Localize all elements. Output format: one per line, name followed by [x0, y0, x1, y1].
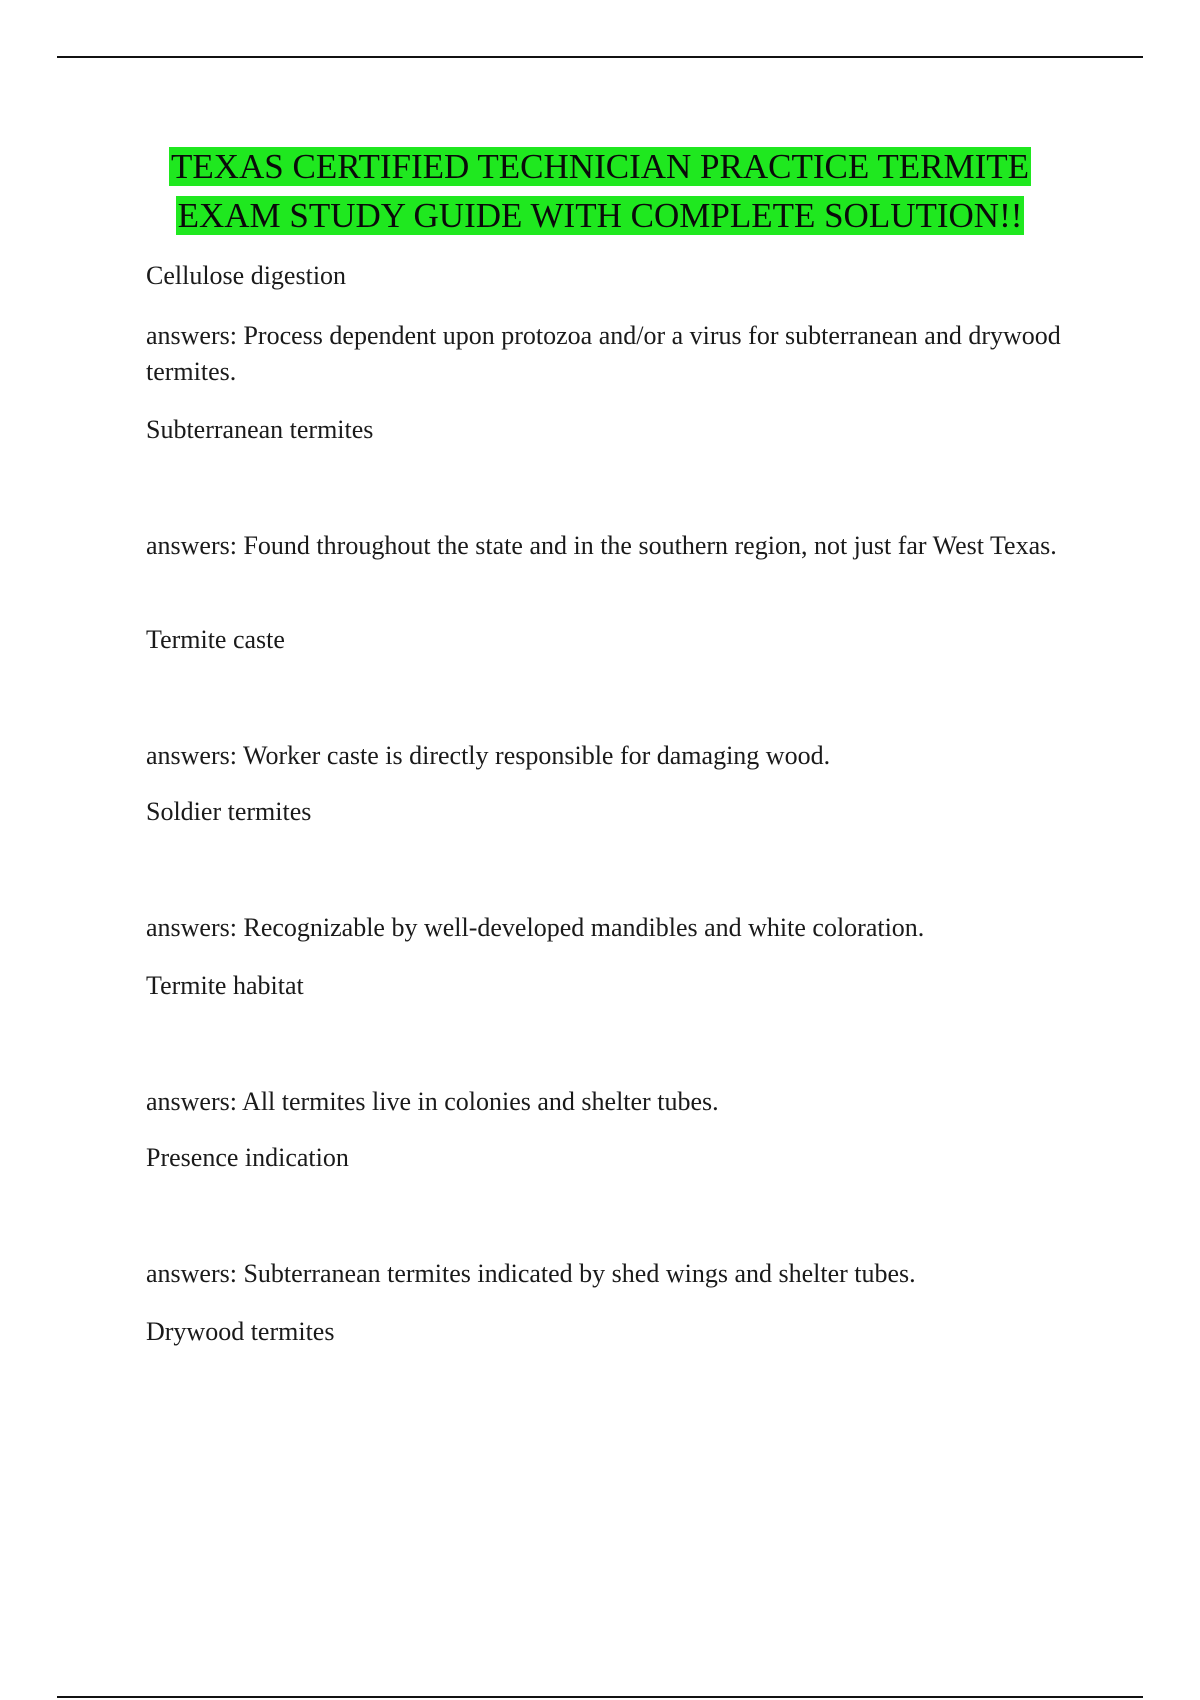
title-line-2: EXAM STUDY GUIDE WITH COMPLETE SOLUTION!!	[177, 196, 1023, 235]
term-soldier-termites: Soldier termites	[146, 797, 312, 826]
term-termite-habitat: Termite habitat	[146, 971, 304, 1000]
answer-cellulose-digestion: answers: Process dependent upon protozoa and/or a virus for subterranean and drywood termites.	[146, 321, 1061, 386]
top-rule	[57, 56, 1143, 58]
answer-soldier-termites: answers: Recognizable by well-developed mandibles and white coloration.	[146, 913, 925, 942]
answer-termite-habitat: answers: All termites live in colonies and shelter tubes.	[146, 1087, 719, 1116]
term-termite-caste: Termite caste	[146, 625, 285, 654]
answer-termite-caste: answers: Worker caste is directly responsible for damaging wood.	[146, 741, 831, 770]
bottom-rule	[57, 1696, 1143, 1698]
term-cellulose-digestion: Cellulose digestion	[146, 261, 347, 290]
term-drywood-termites: Drywood termites	[146, 1317, 335, 1346]
answer-presence-indication: answers: Subterranean termites indicated by shed wings and shelter tubes.	[146, 1259, 916, 1288]
term-subterranean-termites: Subterranean termites	[146, 415, 374, 444]
term-presence-indication: Presence indication	[146, 1143, 349, 1172]
document-title	[100, 142, 1100, 240]
title-line-1: TEXAS CERTIFIED TECHNICIAN PRACTICE TERMITE	[171, 147, 1029, 186]
answer-subterranean-termites: answers: Found throughout the state and in the southern region, not just far West Texas.	[146, 531, 1057, 560]
